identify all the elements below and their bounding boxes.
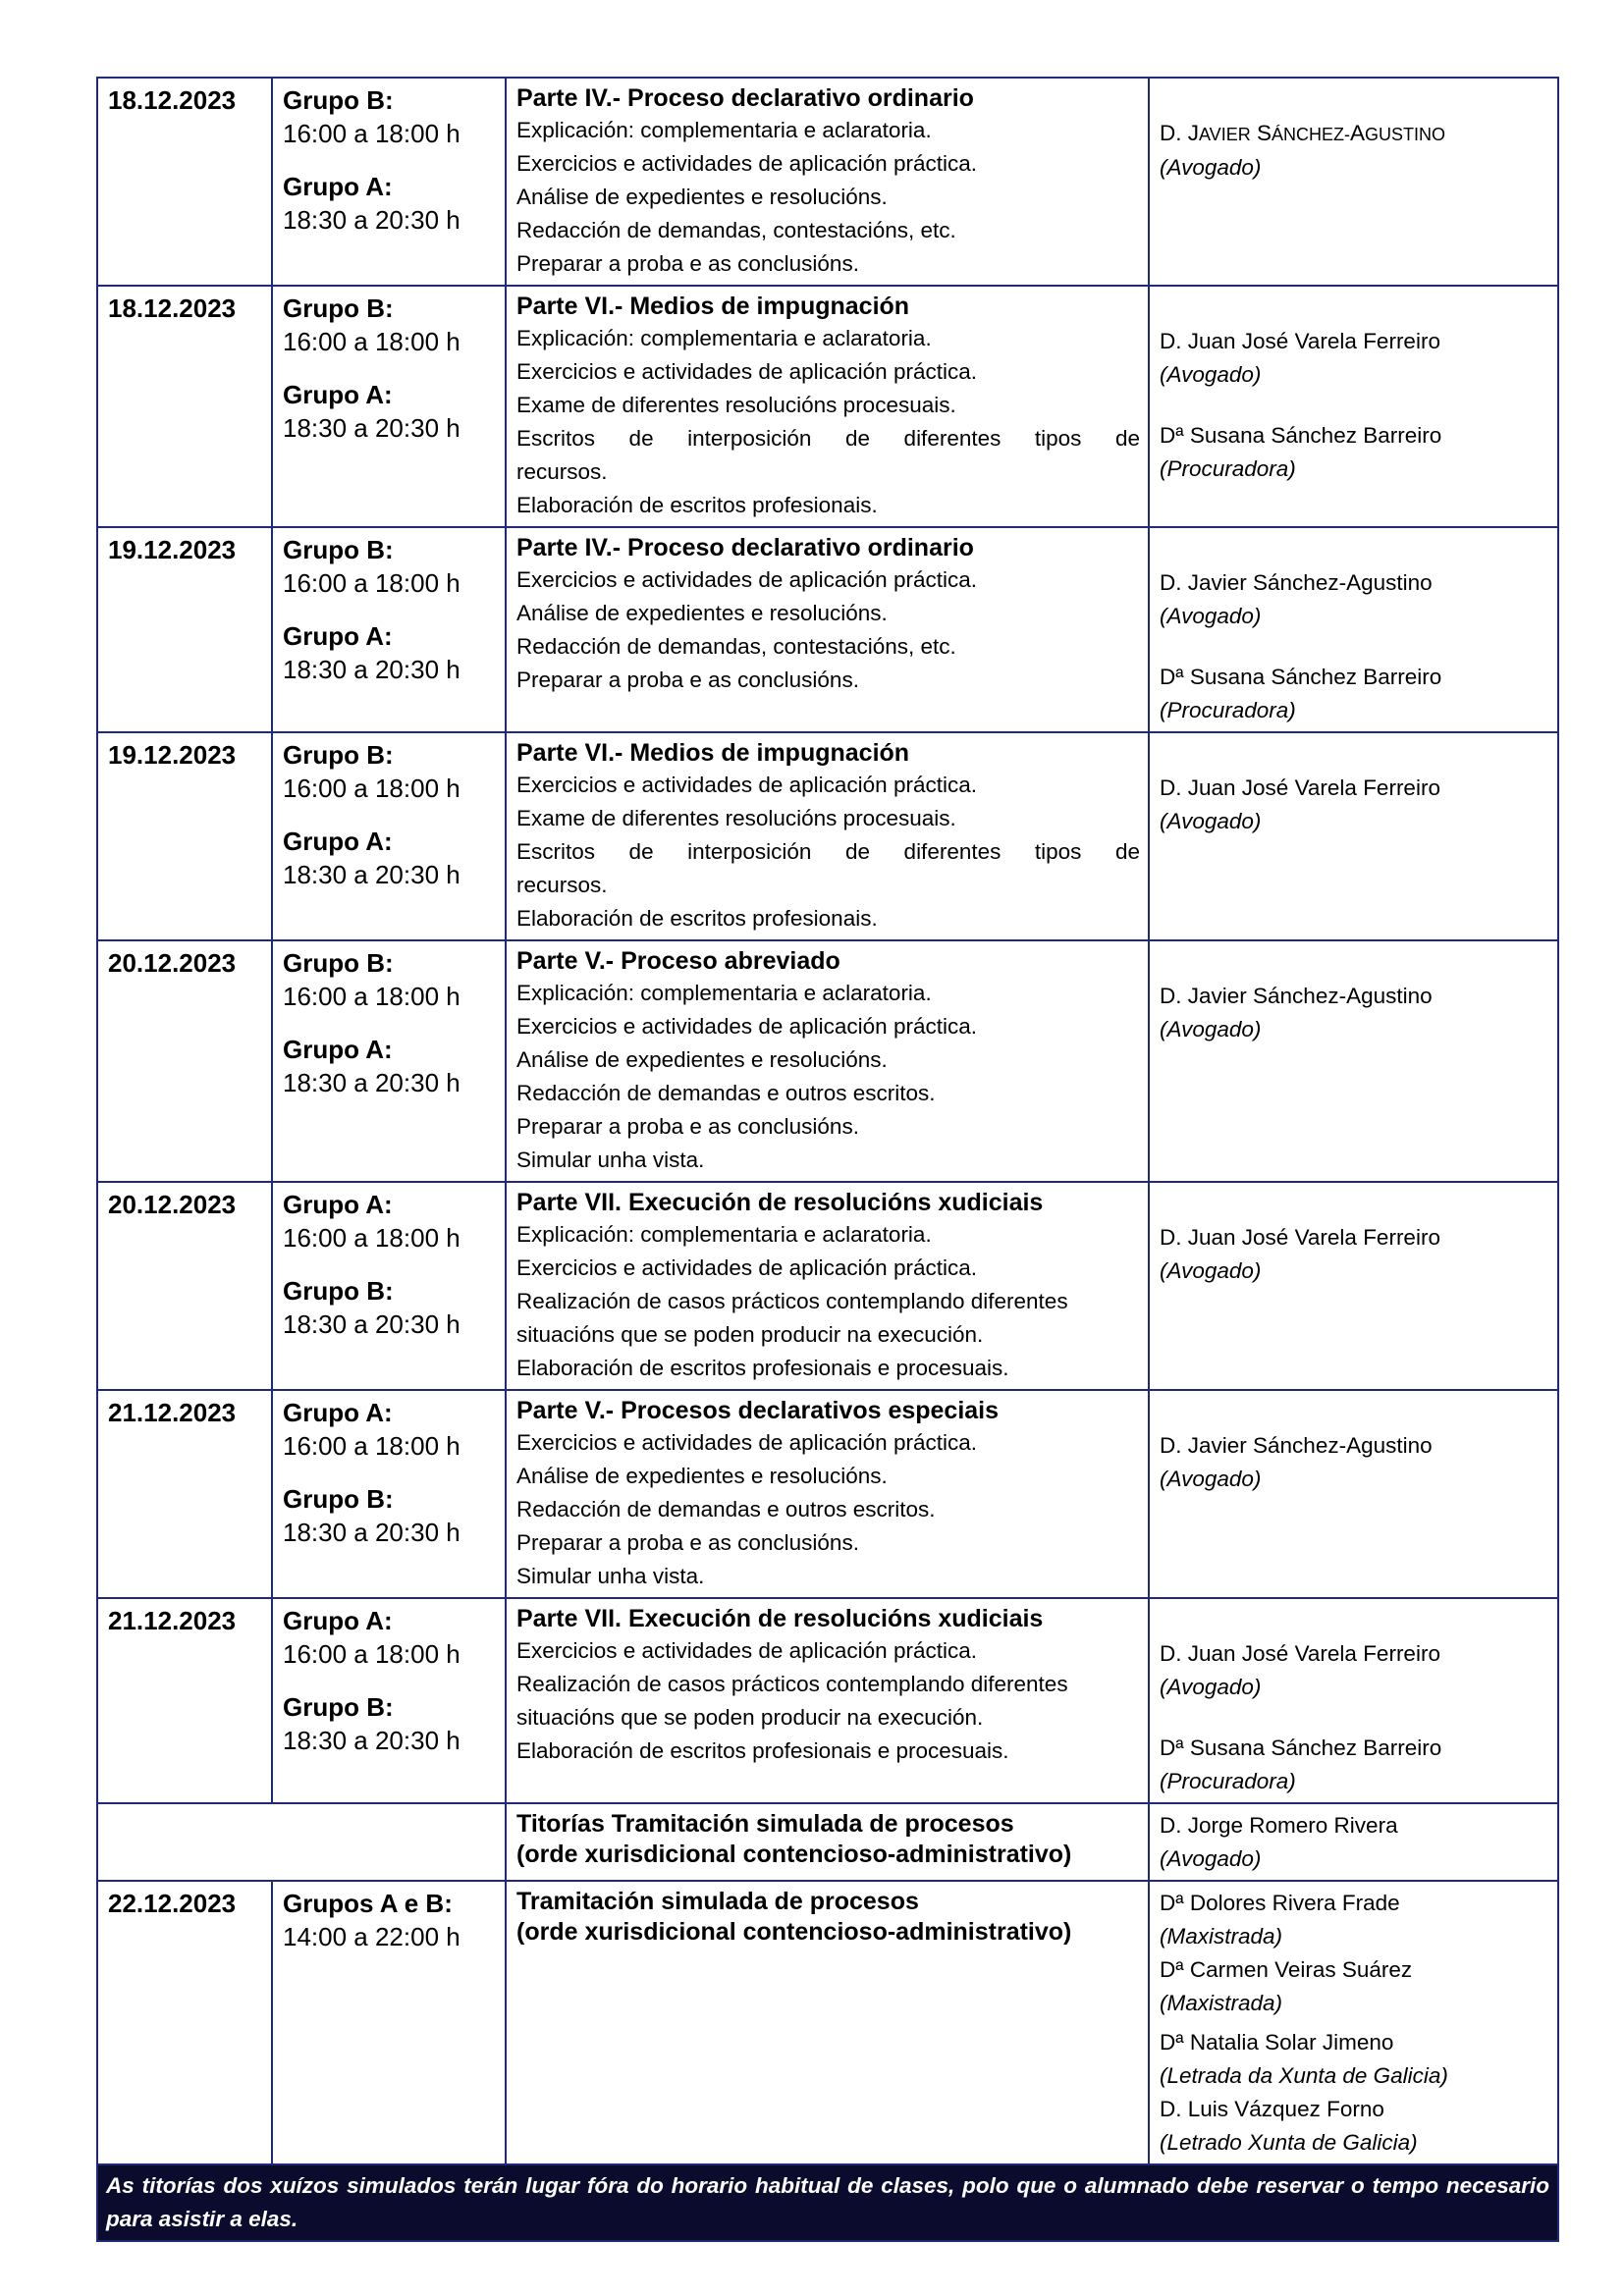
activity-line: situacións que se poden producir na execución. (516, 1322, 984, 1347)
activity-line: Simular unha vista. (516, 1564, 705, 1588)
session-date: 18.12.2023 (108, 294, 237, 323)
activity-line: Exame de diferentes resolucións procesuais. (516, 806, 956, 830)
teacher-role: (Procuradora) (1160, 1769, 1296, 1793)
teacher-name: D. Jorge Romero Rivera (1160, 1813, 1398, 1838)
part-title: Parte IV.- Proceso declarativo ordinario (516, 84, 974, 112)
teacher-role: (Avogado) (1160, 155, 1262, 180)
activity-line: Análise de expedientes e resolucións. (516, 601, 888, 625)
activity-line: Exercicios e actividades de aplicación práctica. (516, 1014, 977, 1039)
session-date: 21.12.2023 (108, 1398, 237, 1427)
schedule-row (97, 732, 1558, 940)
teacher-name: Dª Carmen Veiras Suárez (1160, 1957, 1413, 1982)
session-date-cell (97, 1598, 272, 1803)
group-label: Grupo A: (283, 172, 393, 201)
part-title: Parte IV.- Proceso declarativo ordinario (516, 534, 974, 561)
tutoring-title: Titorías Tramitación simulada de procesos (516, 1810, 1014, 1838)
session-date-cell (97, 732, 272, 940)
group-hours: 18:30 a 20:30 h (283, 860, 460, 889)
session-date-cell (97, 527, 272, 732)
schedule-row (97, 286, 1558, 527)
teacher-name: D. JAVIER SÁNCHEZ-AGUSTINO (1160, 121, 1446, 145)
session-teacher-cell (1149, 286, 1558, 527)
group-hours: 18:30 a 20:30 h (283, 655, 460, 684)
session-teacher-cell (1149, 1182, 1558, 1390)
activity-line: Escritos de interposición de diferentes tipos de (516, 426, 1140, 451)
footer-note: As titorías dos xuízos simulados terán lugar fóra do horario habitual de clases, polo que o alumnado debe reservar o tempo necesario para asistir a elas. (97, 2164, 1558, 2241)
part-subtitle: (orde xurisdicional contencioso-administrativo) (516, 1918, 1072, 1946)
activity-line: Preparar a proba e as conclusións. (516, 1114, 859, 1139)
session-teacher-cell (1149, 1390, 1558, 1598)
group-label: Grupo B: (283, 294, 394, 323)
group-label: Grupo A: (283, 1190, 393, 1219)
teacher-name: D. Juan José Varela Ferreiro (1160, 1225, 1440, 1250)
teacher-role: (Avogado) (1160, 362, 1262, 387)
schedule-table (96, 77, 1559, 2242)
activity-line: Redacción de demandas, contestacións, etc. (516, 634, 956, 659)
group-label: Grupo B: (283, 85, 394, 115)
group-hours: 16:00 a 18:00 h (283, 119, 460, 148)
activity-line: Explicación: complementaria e aclaratoria. (516, 118, 932, 142)
tutoring-teacher-cell (1149, 1803, 1558, 1881)
activity-line: Exercicios e actividades de aplicación práctica. (516, 1255, 977, 1280)
group-label: Grupo A: (283, 380, 393, 409)
session-date-cell (97, 1881, 272, 2164)
part-title: Parte VII. Execución de resolucións xudiciais (516, 1605, 1044, 1632)
teacher-role: (Avogado) (1160, 604, 1262, 628)
schedule-row (97, 940, 1558, 1182)
final-session-row (97, 1881, 1558, 2164)
activity-line: Exercicios e actividades de aplicación práctica. (516, 567, 977, 592)
group-label: Grupo A: (283, 1606, 393, 1635)
session-time-cell (272, 940, 506, 1182)
teacher-name: D. Javier Sánchez-Agustino (1160, 1433, 1433, 1458)
session-teacher-cell (1149, 1598, 1558, 1803)
teacher-name: Dª Susana Sánchez Barreiro (1160, 1735, 1442, 1760)
session-time-cell (272, 1390, 506, 1598)
group-hours: 16:00 a 18:00 h (283, 1223, 460, 1253)
teacher-name: D. Luis Vázquez Forno (1160, 2097, 1384, 2121)
footer-note-row (97, 2164, 1558, 2241)
group-label: Grupo A: (283, 827, 393, 856)
activity-line: Exercicios e actividades de aplicación práctica. (516, 1638, 977, 1663)
group-label: Grupo B: (283, 1484, 394, 1514)
teacher-role: (Letrado Xunta de Galicia) (1160, 2130, 1418, 2155)
part-title: Parte V.- Proceso abreviado (516, 947, 840, 975)
teacher-name: D. Juan José Varela Ferreiro (1160, 329, 1440, 353)
group-hours: 18:30 a 20:30 h (283, 205, 460, 235)
session-content-cell (506, 527, 1149, 732)
part-title: Tramitación simulada de procesos (516, 1888, 919, 1915)
group-hours: 16:00 a 18:00 h (283, 1639, 460, 1669)
session-time-cell (272, 1881, 506, 2164)
activity-line: Exercicios e actividades de aplicación práctica. (516, 151, 977, 176)
teacher-name: D. Javier Sánchez-Agustino (1160, 984, 1433, 1008)
part-title: Parte VI.- Medios de impugnación (516, 293, 910, 320)
group-label: Grupo A: (283, 1035, 393, 1064)
tutoring-row (97, 1803, 1558, 1881)
session-teacher-cell (1149, 732, 1558, 940)
session-time-cell (272, 1182, 506, 1390)
activity-line: recursos. (516, 459, 608, 484)
teacher-name: Dª Natalia Solar Jimeno (1160, 2030, 1394, 2055)
group-label: Grupo B: (283, 1692, 394, 1722)
teacher-role: (Letrada da Xunta de Galicia) (1160, 2063, 1448, 2088)
session-date: 18.12.2023 (108, 85, 237, 115)
session-time-cell (272, 286, 506, 527)
activity-line: Redacción de demandas e outros escritos. (516, 1497, 936, 1522)
activity-line: Elaboración de escritos profesionais. (516, 493, 878, 517)
activity-line: Preparar a proba e as conclusións. (516, 667, 859, 692)
schedule-row (97, 1182, 1558, 1390)
teacher-role: (Avogado) (1160, 1846, 1262, 1871)
session-content-cell (506, 1182, 1149, 1390)
activity-line: Análise de expedientes e resolucións. (516, 185, 888, 209)
schedule-row (97, 1598, 1558, 1803)
session-date-cell (97, 78, 272, 286)
group-label: Grupo B: (283, 535, 394, 564)
teacher-role: (Avogado) (1160, 809, 1262, 833)
activity-line: Realización de casos prácticos contemplando diferentes (516, 1289, 1068, 1313)
teacher-name: D. Juan José Varela Ferreiro (1160, 775, 1440, 800)
activity-line: Exercicios e actividades de aplicación práctica. (516, 1430, 977, 1455)
activity-line: Preparar a proba e as conclusións. (516, 1530, 859, 1555)
group-hours: 16:00 a 18:00 h (283, 774, 460, 803)
group-label: Grupo A: (283, 1398, 393, 1427)
group-label: Grupos A e B: (283, 1889, 453, 1918)
group-hours: 16:00 a 18:00 h (283, 568, 460, 598)
session-teacher-cell (1149, 1881, 1558, 2164)
session-time-cell (272, 1598, 506, 1803)
teacher-role: (Maxistrada) (1160, 1924, 1283, 1949)
session-content-cell (506, 732, 1149, 940)
teacher-name: D. Juan José Varela Ferreiro (1160, 1641, 1440, 1666)
activity-line: Explicación: complementaria e aclaratoria. (516, 1222, 932, 1247)
group-hours: 18:30 a 20:30 h (283, 413, 460, 443)
activity-line: Elaboración de escritos profesionais e procesuais. (516, 1356, 1009, 1380)
activity-line: Explicación: complementaria e aclaratoria. (516, 981, 932, 1005)
tutoring-content-cell (506, 1803, 1149, 1881)
group-hours: 16:00 a 18:00 h (283, 327, 460, 356)
session-date: 20.12.2023 (108, 1190, 237, 1219)
teacher-name: Dª Dolores Rivera Frade (1160, 1891, 1400, 1915)
session-date-cell (97, 286, 272, 527)
session-content-cell (506, 286, 1149, 527)
group-label: Grupo B: (283, 948, 394, 978)
session-date: 20.12.2023 (108, 948, 237, 978)
group-hours: 16:00 a 18:00 h (283, 982, 460, 1011)
group-hours: 18:30 a 20:30 h (283, 1068, 460, 1097)
activity-line: situacións que se poden producir na execución. (516, 1705, 984, 1730)
activity-line: Escritos de interposición de diferentes tipos de (516, 839, 1140, 864)
session-date: 22.12.2023 (108, 1889, 237, 1918)
activity-line: Redacción de demandas, contestacións, etc. (516, 218, 956, 242)
teacher-role: (Avogado) (1160, 1258, 1262, 1283)
teacher-role: (Avogado) (1160, 1675, 1262, 1699)
teacher-role: (Avogado) (1160, 1017, 1262, 1041)
activity-line: Análise de expedientes e resolucións. (516, 1047, 888, 1072)
group-hours: 16:00 a 18:00 h (283, 1431, 460, 1461)
session-teacher-cell (1149, 78, 1558, 286)
group-hours: 18:30 a 20:30 h (283, 1309, 460, 1339)
session-date: 19.12.2023 (108, 535, 237, 564)
teacher-role: (Procuradora) (1160, 456, 1296, 481)
schedule-row (97, 78, 1558, 286)
group-label: Grupo B: (283, 740, 394, 770)
teacher-name: Dª Susana Sánchez Barreiro (1160, 665, 1442, 689)
tutoring-subtitle: (orde xurisdicional contencioso-administrativo) (516, 1841, 1072, 1868)
group-hours: 18:30 a 20:30 h (283, 1726, 460, 1755)
group-label: Grupo B: (283, 1276, 394, 1306)
activity-line: Explicación: complementaria e aclaratoria. (516, 326, 932, 350)
schedule-row (97, 1390, 1558, 1598)
part-title: Parte VI.- Medios de impugnación (516, 739, 910, 767)
teacher-name: Dª Susana Sánchez Barreiro (1160, 423, 1442, 448)
teacher-role: (Avogado) (1160, 1467, 1262, 1491)
teacher-role: (Procuradora) (1160, 698, 1296, 722)
activity-line: Realización de casos prácticos contemplando diferentes (516, 1672, 1068, 1696)
session-content-cell (506, 78, 1149, 286)
session-date-cell (97, 1390, 272, 1598)
session-date-cell (97, 1182, 272, 1390)
session-content-cell (506, 1390, 1149, 1598)
group-label: Grupo A: (283, 621, 393, 651)
tutoring-empty-cell (97, 1803, 506, 1881)
activity-line: Exame de diferentes resolucións procesuais. (516, 393, 956, 417)
session-content-cell (506, 1881, 1149, 2164)
session-time-cell (272, 78, 506, 286)
teacher-name: D. Javier Sánchez-Agustino (1160, 570, 1433, 595)
activity-line: Redacción de demandas e outros escritos. (516, 1081, 936, 1105)
group-hours: 18:30 a 20:30 h (283, 1518, 460, 1547)
session-teacher-cell (1149, 940, 1558, 1182)
session-time-cell (272, 732, 506, 940)
group-hours: 14:00 a 22:00 h (283, 1922, 460, 1951)
activity-line: Elaboración de escritos profesionais e procesuais. (516, 1738, 1009, 1763)
activity-line: Análise de expedientes e resolucións. (516, 1464, 888, 1488)
session-teacher-cell (1149, 527, 1558, 732)
activity-line: Simular unha vista. (516, 1148, 705, 1172)
session-content-cell (506, 1598, 1149, 1803)
activity-line: Exercicios e actividades de aplicación práctica. (516, 773, 977, 797)
part-title: Parte VII. Execución de resolucións xudiciais (516, 1189, 1044, 1216)
activity-line: Exercicios e actividades de aplicación práctica. (516, 359, 977, 384)
activity-line: Preparar a proba e as conclusións. (516, 251, 859, 276)
activity-line: recursos. (516, 873, 608, 897)
schedule-row (97, 527, 1558, 732)
session-content-cell (506, 940, 1149, 1182)
session-date: 21.12.2023 (108, 1606, 237, 1635)
part-title: Parte V.- Procesos declarativos especiais (516, 1397, 1000, 1424)
session-time-cell (272, 527, 506, 732)
session-date: 19.12.2023 (108, 740, 237, 770)
activity-line: Elaboración de escritos profesionais. (516, 906, 878, 931)
schedule-body (97, 78, 1558, 2241)
teacher-role: (Maxistrada) (1160, 1991, 1283, 2015)
session-date-cell (97, 940, 272, 1182)
